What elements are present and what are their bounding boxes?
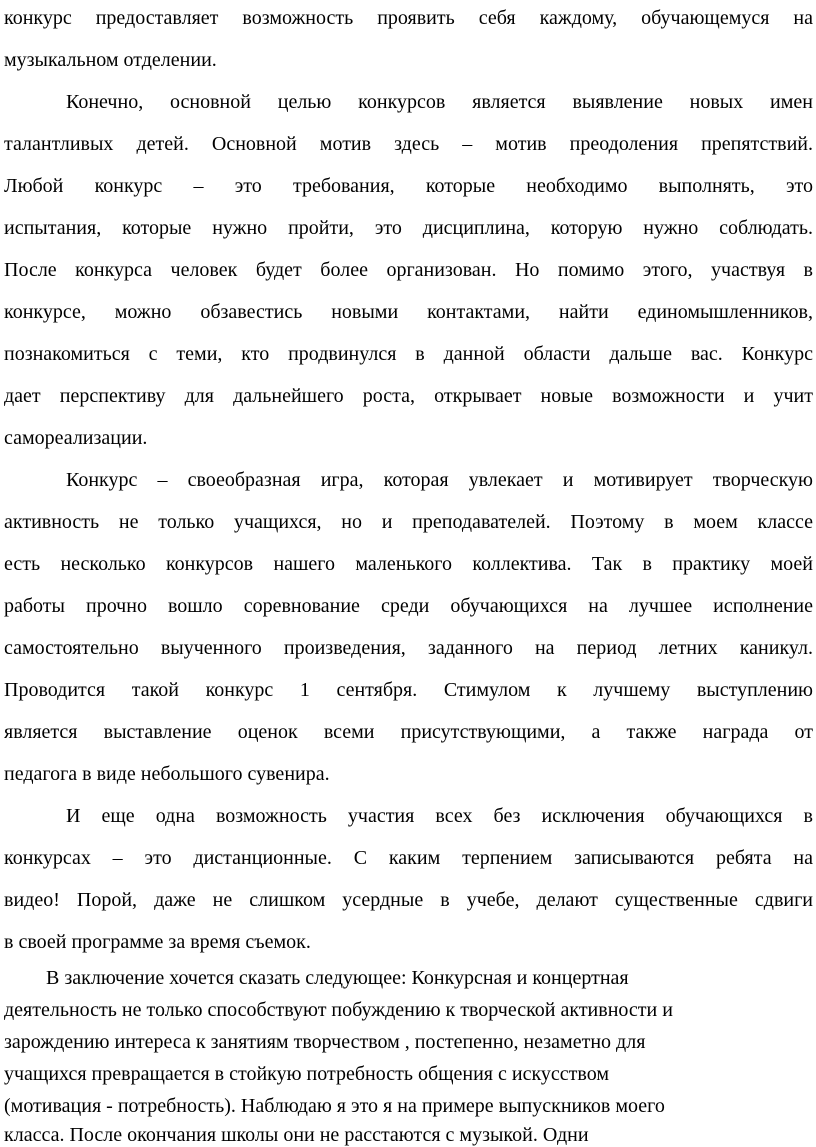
paragraph-first-line: Конечно, основной целью конкурсов является выявление новых имен — [66, 91, 813, 113]
text-line: конкурс предоставляет возможность проявить себя каждому, обучающемуся на — [4, 7, 813, 29]
text-line: самостоятельно выученного произведения, заданного на период летних каникул. — [4, 637, 813, 659]
text-line: есть несколько конкурсов нашего маленького коллектива. Так в практику моей — [4, 553, 813, 575]
text-line: класса. После окончания школы они не расстаются с музыкой. Одни — [4, 1124, 589, 1146]
text-line: (мотивация - потребность). Наблюдаю я это я на примере выпускников моего — [4, 1095, 665, 1117]
text-line: Проводится такой конкурс 1 сентября. Стимулом к лучшему выступлению — [4, 679, 813, 701]
text-line: зарождению интереса к занятиям творчеством , постепенно, незаметно для — [4, 1031, 646, 1053]
text-line: деятельность не только способствуют побуждению к творческой активности и — [4, 999, 673, 1021]
text-line: в своей программе за время съемок. — [4, 931, 311, 953]
text-line: талантливых детей. Основной мотив здесь – мотив преодоления препятствий. — [4, 133, 813, 155]
paragraph-first-line: В заключение хочется сказать следующее: Конкурсная и концертная — [46, 967, 629, 989]
text-line: конкурсе, можно обзавестись новыми контактами, найти единомышленников, — [4, 301, 813, 323]
text-line: познакомиться с теми, кто продвинулся в данной области дальше вас. Конкурс — [4, 343, 813, 365]
text-line: самореализации. — [4, 427, 148, 449]
text-line: работы прочно вошло соревнование среди обучающихся на лучшее исполнение — [4, 595, 813, 617]
text-line: конкурсах – это дистанционные. С каким терпением записываются ребята на — [4, 847, 813, 869]
text-line: учащихся превращается в стойкую потребность общения с искусством — [4, 1063, 609, 1085]
text-line: активность не только учащихся, но и преподавателей. Поэтому в моем классе — [4, 511, 813, 533]
paragraph-first-line: Конкурс – своеобразная игра, которая увлекает и мотивирует творческую — [66, 469, 813, 491]
text-line: является выставление оценок всеми присутствующими, а также награда от — [4, 721, 813, 743]
text-line: Любой конкурс – это требования, которые необходимо выполнять, это — [4, 175, 813, 197]
text-line: испытания, которые нужно пройти, это дисциплина, которую нужно соблюдать. — [4, 217, 813, 239]
text-line: музыкальном отделении. — [4, 49, 217, 71]
text-line: видео! Порой, даже не слишком усердные в учебе, делают существенные сдвиги — [4, 889, 813, 911]
text-line: педагога в виде небольшого сувенира. — [4, 763, 330, 785]
paragraph-first-line: И еще одна возможность участия всех без исключения обучающихся в — [66, 805, 813, 827]
text-line: дает перспективу для дальнейшего роста, открывает новые возможности и учит — [4, 385, 813, 407]
text-line: После конкурса человек будет более организован. Но помимо этого, участвуя в — [4, 259, 813, 281]
